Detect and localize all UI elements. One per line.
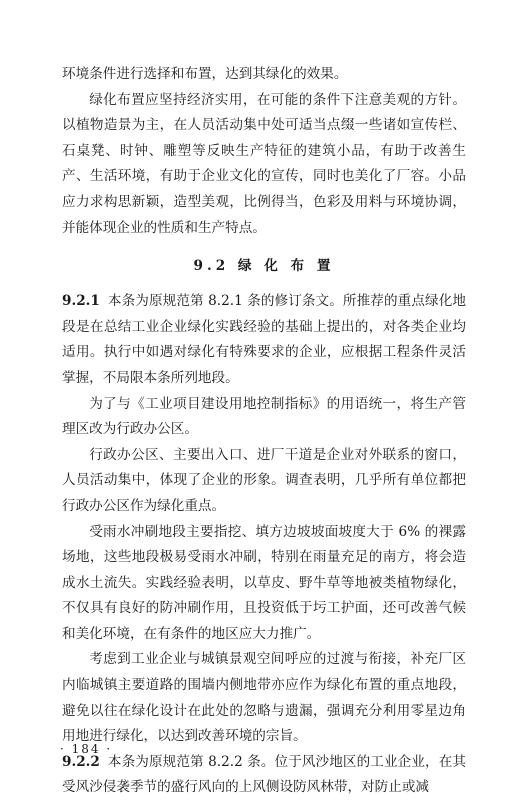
clause-number: 9.2.2 [62, 753, 100, 770]
paragraph-town-transition: 考虑到工业企业与城镇景观空间呼应的过渡与衔接，补充厂区内临城镇主要道路的围墙内侧地带亦应作为绿化布置的重点地段，避免以往在绿化设计在此处的忽略与遗漏，强调充分利用零星边角用地进行绿化，以达到改善环境的宗旨。 [62, 651, 466, 745]
page-number: · 184 · [60, 742, 113, 756]
clause-text: 本条为原规范第 8.2.2 条。位于风沙地区的工业企业，在其受风沙侵袭季节的盛行风向的上风侧设防风林带，对防止或减 [62, 753, 466, 796]
paragraph-greening-layout: 绿化布置应坚持经济实用，在可能的条件下注意美观的方针。以植物造景为主，在人员活动集中处可适当点缀一些诸如宣传栏、石桌凳、时钟、雕塑等反映生产特征的建筑小品，有助于改善生产、生活环境，有助于企业文化的宣传，同时也美化了厂容。小品应力求构思新颖，造型美观，比例得当，色彩及用料与环境协调，并能体现企业的性质和生产特点。 [62, 91, 466, 236]
paragraph-admin-area-rename: 为了与《工业项目建设用地控制指标》的用语统一，将生产管理区改为行政办公区。 [62, 395, 466, 438]
clause-9-2-1 [62, 289, 466, 391]
paragraph-rain-erosion: 受雨水冲刷地段主要指挖、填方边坡坡面坡度大于 6% 的裸露场地，这些地段极易受雨水冲刷，特别在雨量充足的南方，将会造成水土流失。实践经验表明，以草皮、野牛草等地被类植物绿化，不仅具有良好的防冲刷作用，且投资低于圬工护面，还可改善气候和美化环境，在有条件的地区应大力推广。 [62, 523, 466, 642]
clause-text: 本条为原规范第 8.2.1 条的修订条文。所推荐的重点绿化地段是在总结工业企业绿化实践经验的基础上提出的，对各类企业均适用。执行中如遇对绿化有特殊要求的企业，应根据工程条件灵活掌握，不局限本条所列地段。 [62, 293, 466, 386]
paragraph-continuation: 环境条件进行选择和布置，达到其绿化的效果。 [62, 66, 348, 82]
paragraph-admin-area-focus: 行政办公区、主要出入口、进厂干道是企业对外联系的窗口，人员活动集中，体现了企业的形象。调查表明，几乎所有单位都把行政办公区作为绿化重点。 [62, 446, 466, 514]
section-heading: 9.2 绿 化 布 置 [193, 258, 335, 275]
clause-9-2-2 [62, 750, 466, 801]
clause-number: 9.2.1 [62, 293, 100, 310]
